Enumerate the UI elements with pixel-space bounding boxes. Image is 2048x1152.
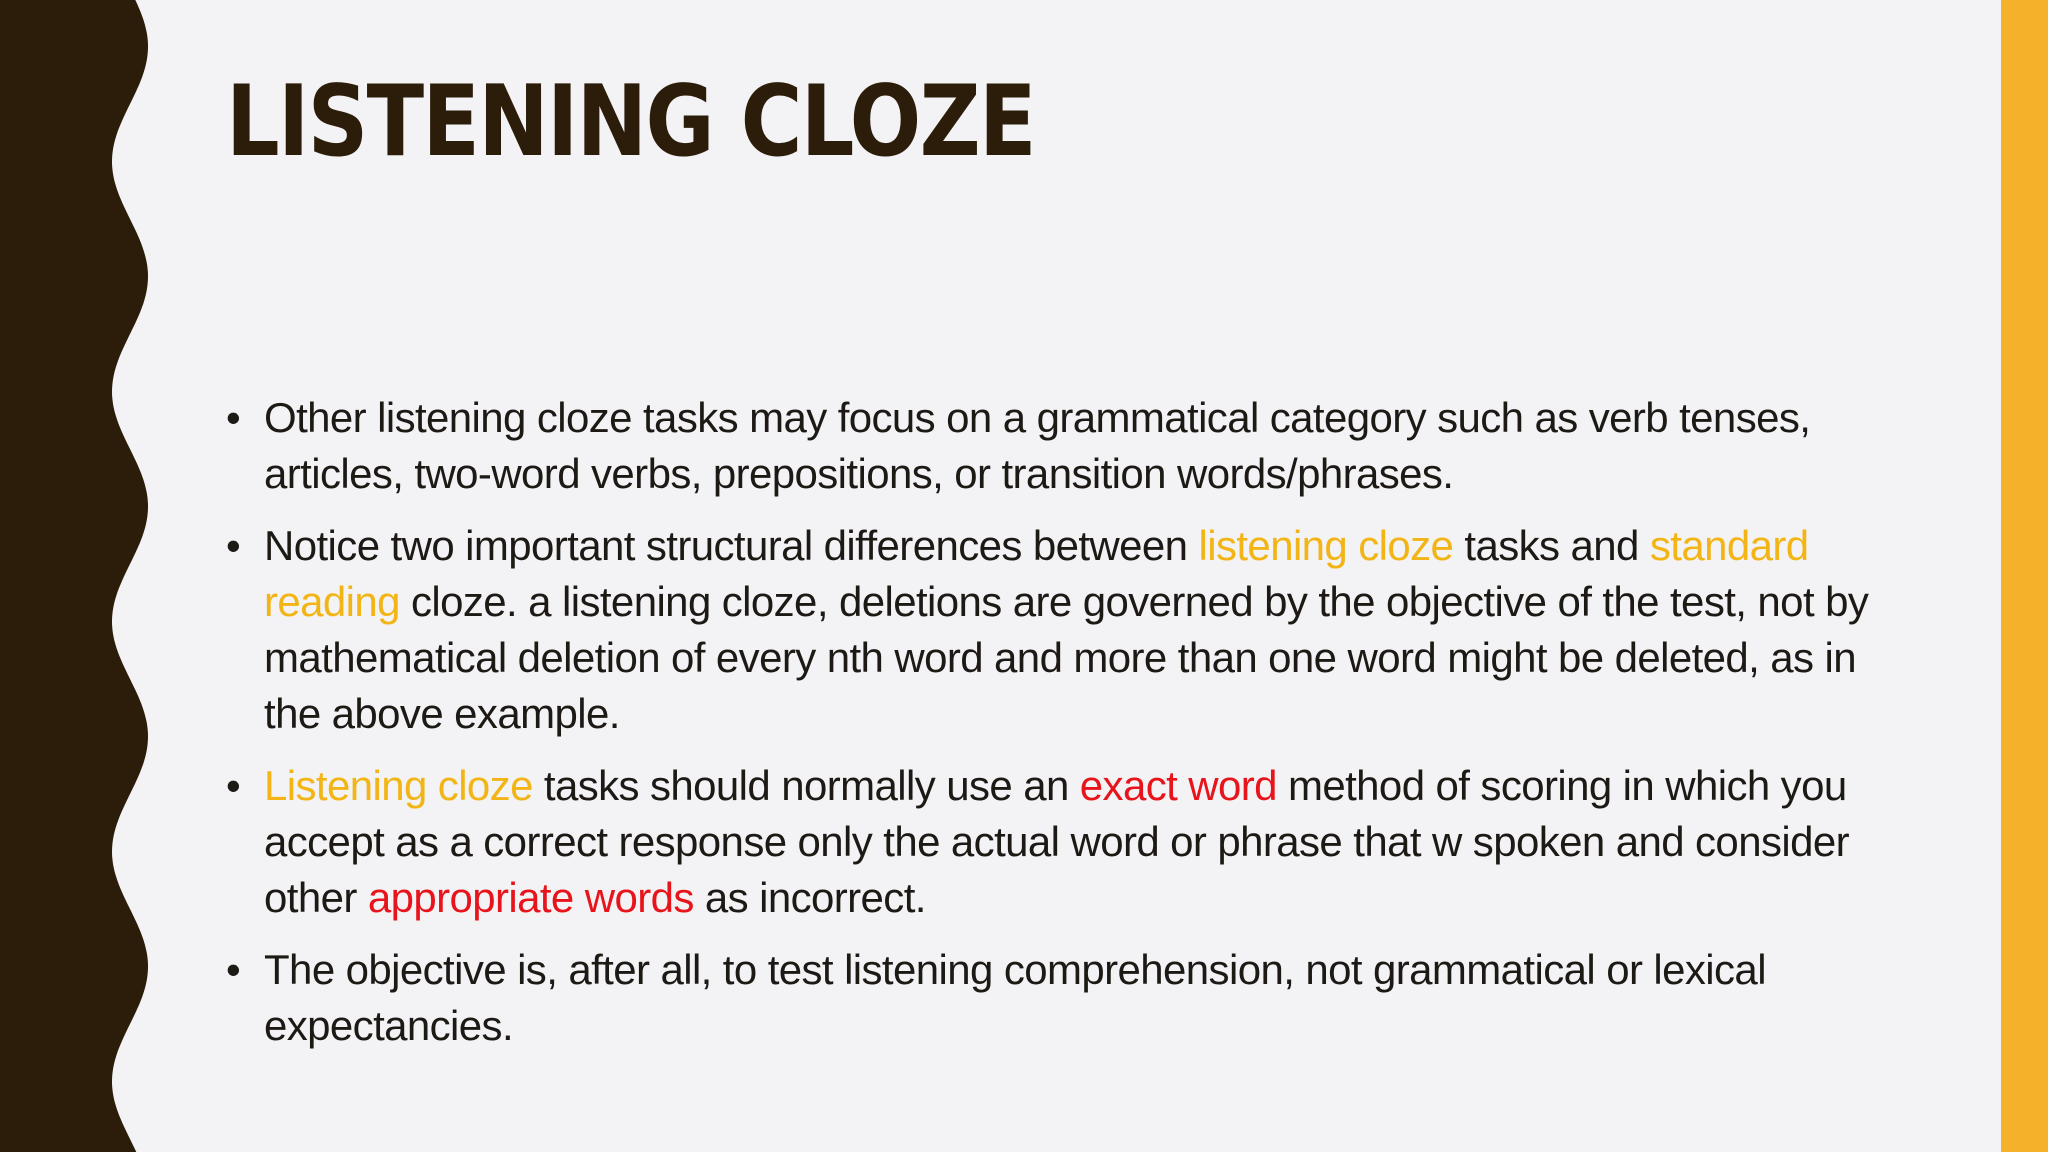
- wavy-left-band: [0, 0, 160, 1152]
- bullet-marker: •: [226, 394, 241, 441]
- bullet-text: tasks and: [1453, 522, 1650, 569]
- bullet-text: tasks should normally use an: [532, 762, 1080, 809]
- bullet-text: cloze. a listening cloze, deletions are governed by the objective of the test, not by mathematical deletion of every nth word and more than one word might be deleted, as in the above example.: [264, 578, 1869, 737]
- wavy-band-shape: [0, 0, 148, 1152]
- accent-right-band: [2001, 0, 2048, 1152]
- bullet-marker: •: [226, 522, 241, 569]
- bullet-item: [220, 390, 1920, 502]
- bullet-text: as incorrect.: [693, 874, 926, 921]
- bullet-text: method of scoring in which you accept as a correct response only the actual word or phrase that w spoken and consider other: [264, 762, 1849, 921]
- highlighted-text: Listening cloze: [264, 762, 533, 809]
- bullet-marker: •: [226, 762, 241, 809]
- bullet-marker: •: [226, 946, 241, 993]
- bullet-text: Other listening cloze tasks may focus on a grammatical category such as verb tenses, articles, two-word verbs, prepositions, or transition words/phrases.: [264, 394, 1811, 497]
- highlighted-text: standard reading: [264, 522, 1809, 625]
- bullet-item: [220, 758, 1920, 926]
- highlighted-text: appropriate words: [367, 874, 694, 921]
- slide-title: LISTENING CLOZE: [226, 65, 1035, 179]
- bullet-text: Notice two important structural differences between: [264, 522, 1199, 569]
- bullet-item: [220, 942, 1920, 1054]
- bullet-item: [220, 518, 1920, 742]
- highlighted-text: exact word: [1079, 762, 1277, 809]
- bullet-text: The objective is, after all, to test listening comprehension, not grammatical or lexical expectancies.: [264, 946, 1766, 1049]
- bullet-list: [220, 390, 1920, 1070]
- highlighted-text: listening cloze: [1198, 522, 1454, 569]
